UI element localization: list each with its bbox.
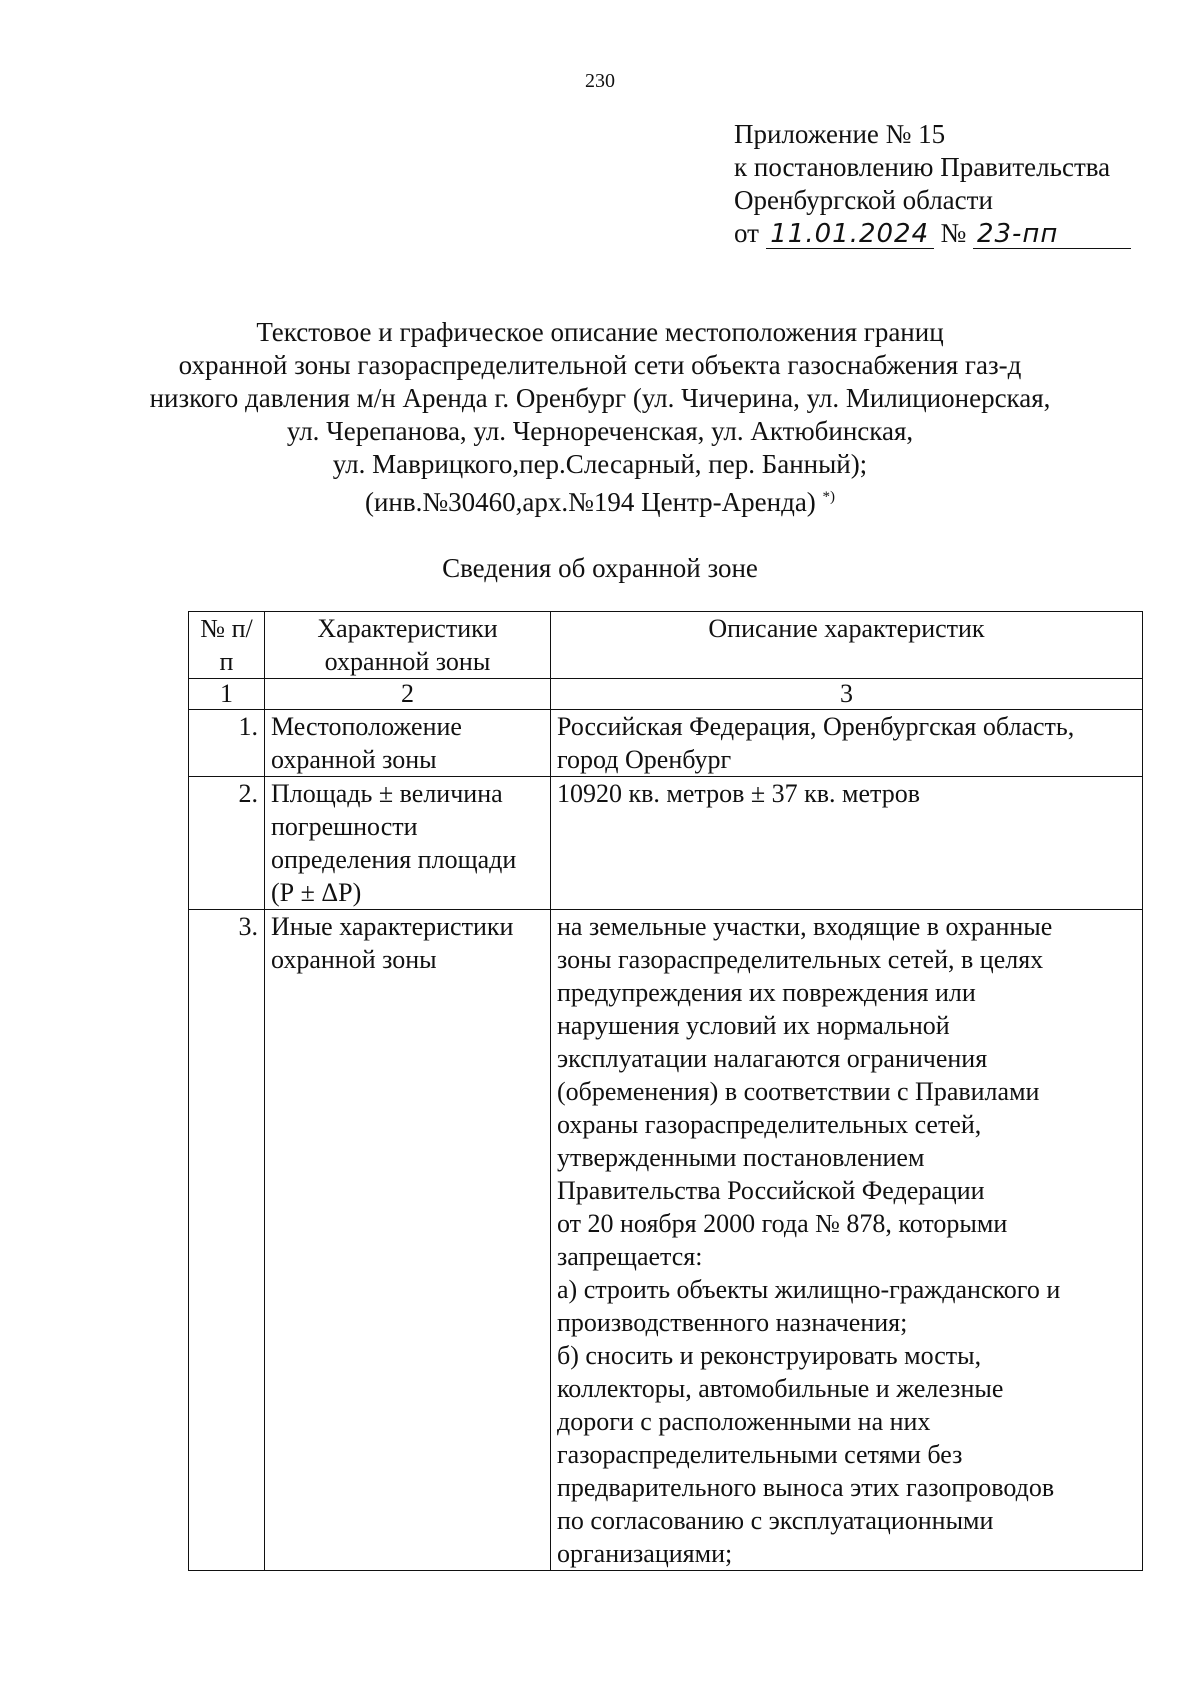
row-description [551, 910, 1143, 1571]
title-line: ул. Маврицкого,пер.Слесарный, пер. Банный); [332, 449, 868, 479]
description-line: организациями; [557, 1539, 733, 1568]
description-line: нарушения условий их нормальной [557, 1011, 950, 1040]
header-description: Описание характеристик [551, 612, 1143, 679]
description-line: Российская Федерация, Оренбургская область, [557, 712, 1075, 741]
description-line: от 20 ноября 2000 года № 878, которыми [557, 1209, 1008, 1238]
index-cell: 3 [551, 679, 1143, 710]
description-line: 10920 кв. метров ± 37 кв. метров [557, 779, 920, 808]
table-row [189, 710, 1143, 777]
description-line: (обременения) в соответствии с Правилами [557, 1077, 1040, 1106]
index-cell: 1 [189, 679, 265, 710]
appendix-date-line [734, 217, 1131, 250]
description-line: по согласованию с эксплуатационными [557, 1506, 994, 1535]
description-line: запрещается: [557, 1242, 703, 1271]
title-line: низкого давления м/н Аренда г. Оренбург (ул. Чичерина, ул. Милиционерская, [149, 383, 1051, 413]
page-number: 230 [585, 70, 615, 92]
description-line: дороги с расположенными на них [557, 1407, 931, 1436]
table-row [189, 777, 1143, 910]
description-line: производственного назначения; [557, 1308, 908, 1337]
appendix-resolution: к постановлению Правительства [734, 152, 1111, 182]
zone-info-table [188, 611, 1143, 1571]
title-line-text: (инв.№30460,арх.№194 Центр-Аренда) [364, 487, 816, 517]
title-line: Текстовое и графическое описание местоположения границ [256, 317, 944, 347]
appendix-title: Приложение № 15 [734, 119, 946, 149]
row-number: 1. [189, 710, 265, 777]
section-subtitle: Сведения об охранной зоне [442, 553, 758, 583]
footnote-mark: *) [822, 489, 836, 505]
title-line: охранной зоны газораспределительной сети объекта газоснабжения газ-д [178, 350, 1022, 380]
table-index-row [189, 679, 1143, 710]
description-line: предупреждения их повреждения или [557, 978, 976, 1007]
description-line: а) строить объекты жилищно-гражданского и [557, 1275, 1061, 1304]
description-line: на земельные участки, входящие в охранные [557, 912, 1053, 941]
handwritten-number: 23-пп [973, 220, 1131, 249]
table-header-row [189, 612, 1143, 679]
row-description [551, 777, 1143, 910]
description-line: коллекторы, автомобильные и железные [557, 1374, 1004, 1403]
index-cell: 2 [265, 679, 551, 710]
description-line: город Оренбург [557, 745, 732, 774]
document-title [0, 316, 1200, 519]
description-line: газораспределительными сетями без [557, 1440, 963, 1469]
number-label: № [940, 218, 967, 248]
row-number: 3. [189, 910, 265, 1571]
row-characteristic: Иные характеристики охранной зоны [265, 910, 551, 1571]
description-line: б) сносить и реконструировать мосты, [557, 1341, 982, 1370]
description-line: зоны газораспределительных сетей, в целях [557, 945, 1044, 974]
row-characteristic: Местоположение охранной зоны [265, 710, 551, 777]
appendix-region: Оренбургской области [734, 185, 993, 215]
table-row [189, 910, 1143, 1571]
title-line: ул. Черепанова, ул. Чернореченская, ул. Актюбинская, [286, 416, 914, 446]
description-line: утвержденными постановлением [557, 1143, 925, 1172]
description-line: эксплуатации налагаются ограничения [557, 1044, 988, 1073]
handwritten-date: 11.01.2024 [766, 220, 934, 249]
description-line: предварительного выноса этих газопроводов [557, 1473, 1055, 1502]
row-number: 2. [189, 777, 265, 910]
description-line: охраны газораспределительных сетей, [557, 1110, 982, 1139]
appendix-block [734, 118, 1131, 250]
from-label: от [734, 218, 759, 248]
description-line: Правительства Российской Федерации [557, 1176, 985, 1205]
row-characteristic: Площадь ± величина погрешности определения площади (Р ± ΔР) [265, 777, 551, 910]
header-characteristic: Характеристики охранной зоны [265, 612, 551, 679]
title-line-last [0, 481, 1200, 519]
row-description [551, 710, 1143, 777]
header-number: № п/п [189, 612, 265, 679]
